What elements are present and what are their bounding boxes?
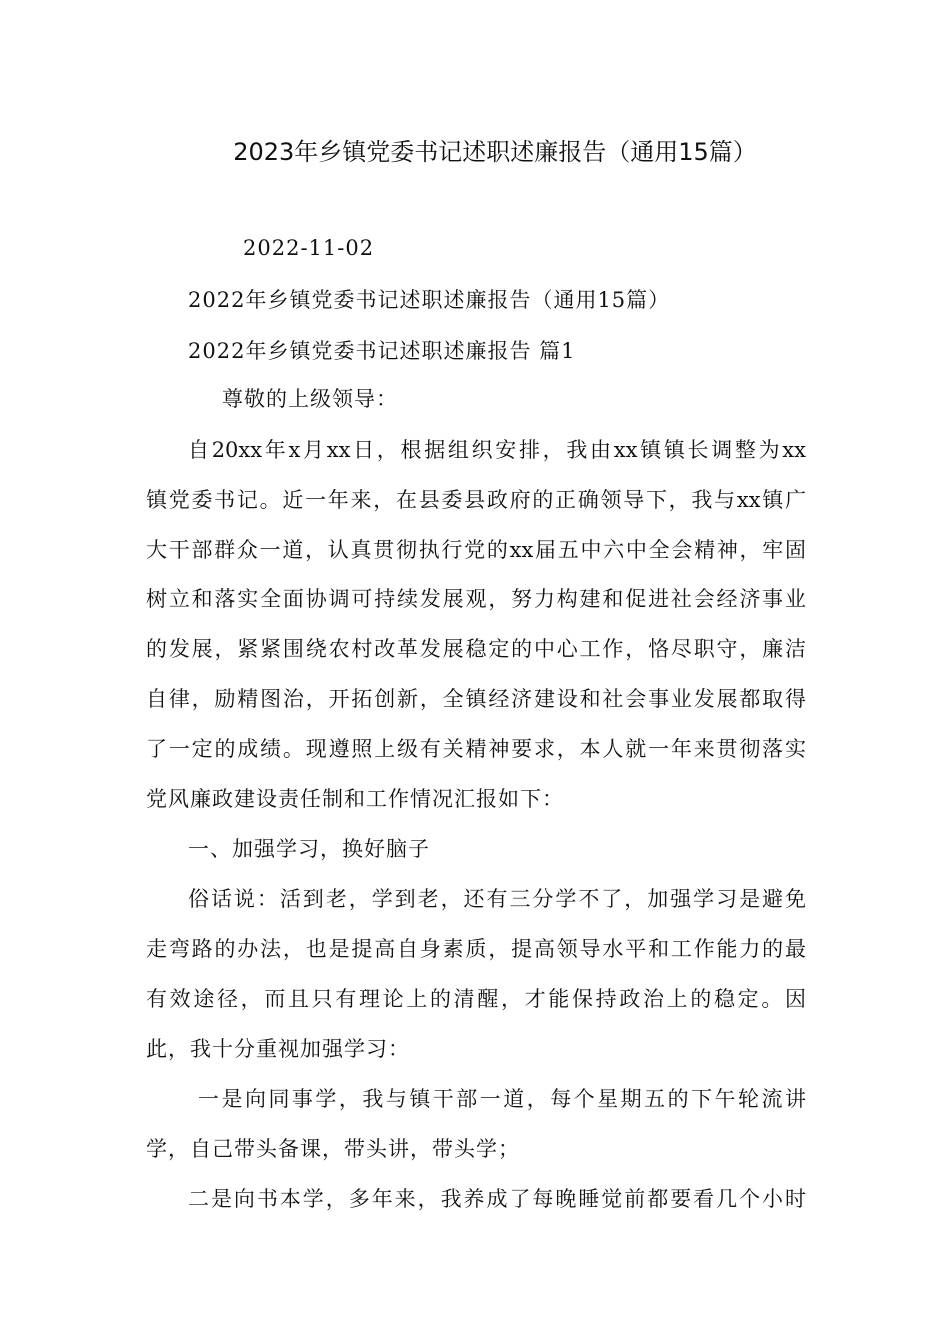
collection-heading: 2022年乡镇党委书记述职述廉报告（通用15篇） xyxy=(188,288,671,312)
paragraph-line: 学，自己带头备课，带头讲，带头学； xyxy=(146,1137,520,1161)
paragraph-line: 大干部群众一道，认真贯彻执行党的xx届五中六中全会精神，牢固 xyxy=(146,538,806,562)
paragraph-line: 此，我十分重视加强学习： xyxy=(146,1037,410,1061)
paragraph-line: 党风廉政建设责任制和工作情况汇报如下： xyxy=(146,787,564,811)
paragraph-line: 树立和落实全面协调可持续发展观，努力构建和促进社会经济事业 xyxy=(146,587,806,611)
paragraph-line: 自20xx年x月xx日，根据组织安排，我由xx镇镇长调整为xx xyxy=(188,438,806,462)
paragraph-line: 有效途径，而且只有理论上的清醒，才能保持政治上的稳定。因 xyxy=(146,987,806,1011)
section-heading: 一、加强学习，换好脑子 xyxy=(188,837,430,861)
salutation: 尊敬的上级领导： xyxy=(222,387,398,411)
paragraph-line: 自律，励精图治，开拓创新，全镇经济建设和社会事业发展都取得 xyxy=(146,687,806,711)
paragraph-line: 走弯路的办法，也是提高自身素质，提高领导水平和工作能力的最 xyxy=(146,937,806,961)
document-title: 2023年乡镇党委书记述职述廉报告（通用15篇） xyxy=(233,138,757,166)
article-heading: 2022年乡镇党委书记述职述廉报告 篇1 xyxy=(188,339,576,363)
paragraph-line: 俗话说：活到老，学到老，还有三分学不了，加强学习是避免 xyxy=(188,887,806,911)
publish-date: 2022-11-02 xyxy=(243,236,375,260)
paragraph-line: 的发展，紧紧围绕农村改革发展稳定的中心工作，恪尽职守，廉洁 xyxy=(146,637,806,661)
paragraph-line: 二是向书本学，多年来，我养成了每晚睡觉前都要看几个小时 xyxy=(188,1187,806,1211)
paragraph-line: 镇党委书记。近一年来，在县委县政府的正确领导下，我与xx镇广 xyxy=(146,488,806,512)
paragraph-line: 了一定的成绩。现遵照上级有关精神要求，本人就一年来贯彻落实 xyxy=(146,737,806,761)
paragraph-line: 一是向同事学，我与镇干部一道，每个星期五的下午轮流讲 xyxy=(198,1087,806,1111)
